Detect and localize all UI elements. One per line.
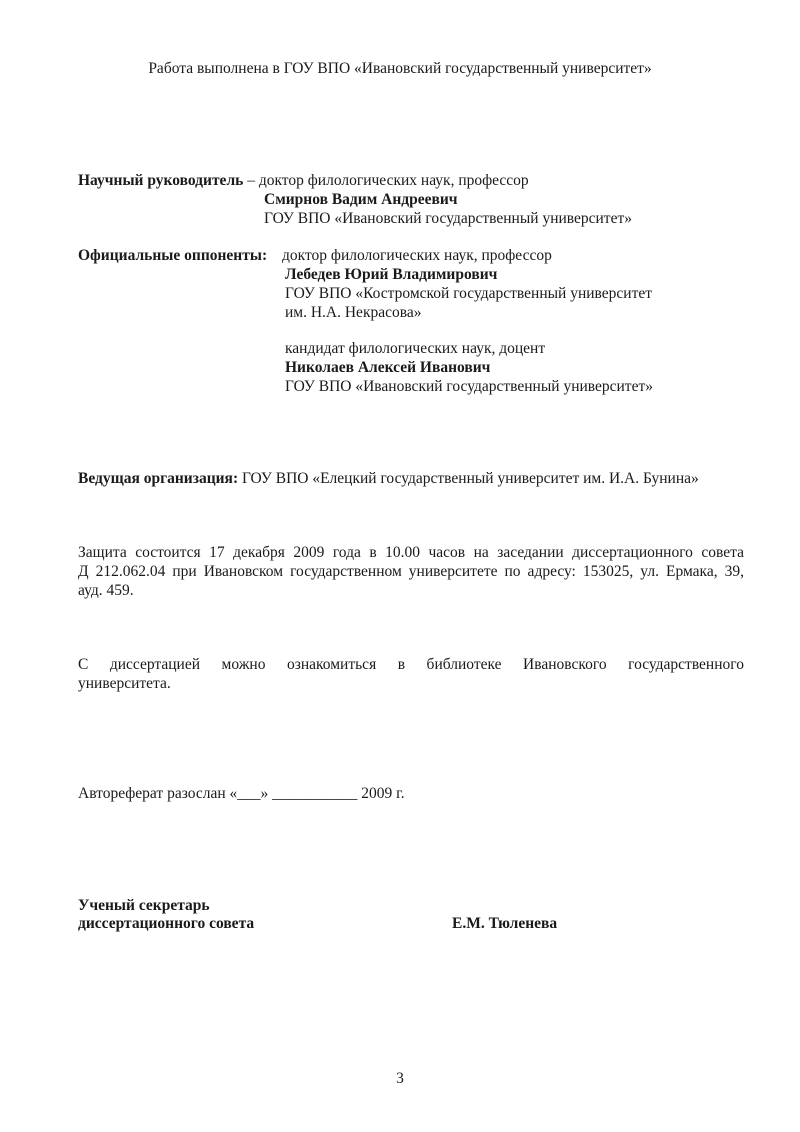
library-paragraph bbox=[78, 655, 744, 693]
secretary-name: Е.М. Тюленева bbox=[452, 915, 558, 932]
defense-line-3: ауд. 459. bbox=[78, 582, 134, 599]
page-number: 3 bbox=[396, 1070, 404, 1087]
opponent-2-affiliation: ГОУ ВПО «Ивановский государственный университет» bbox=[285, 378, 653, 395]
institution-header: Работа выполнена в ГОУ ВПО «Ивановский государственный университет» bbox=[148, 60, 652, 77]
opponent-1-degree: доктор филологических наук, профессор bbox=[282, 247, 552, 264]
defense-paragraph bbox=[78, 543, 744, 600]
mailing-date-line: Автореферат разослан «___» ___________ 2009 г. bbox=[78, 785, 405, 802]
defense-line-1: Защита состоится 17 декабря 2009 года в 10.00 часов на заседании диссертационного совета bbox=[78, 544, 744, 561]
supervisor-line bbox=[78, 171, 529, 190]
secretary-title-line2: диссертационного совета bbox=[78, 915, 255, 932]
defense-line-2: Д 212.062.04 при Ивановском государственном университете по адресу: 153025, ул. Ермака, 39, bbox=[78, 563, 744, 580]
leading-org-value: ГОУ ВПО «Елецкий государственный университет им. И.А. Бунина» bbox=[241, 470, 699, 487]
opponent-2-degree: кандидат филологических наук, доцент bbox=[285, 340, 546, 357]
opponent-1-affiliation-line1: ГОУ ВПО «Костромской государственный университет bbox=[285, 285, 653, 302]
supervisor-degree: доктор филологических наук, профессор bbox=[258, 172, 529, 189]
supervisor-dash: – bbox=[243, 172, 259, 189]
leading-organization bbox=[78, 469, 699, 488]
library-line-1: С диссертацией можно ознакомиться в библиотеке Ивановского государственного bbox=[78, 656, 744, 673]
opponents-label: Официальные оппоненты: bbox=[78, 247, 268, 264]
opponent-2-name: Николаев Алексей Иванович bbox=[285, 359, 491, 376]
opponent-1-affiliation-line2: им. Н.А. Некрасова» bbox=[285, 304, 422, 321]
secretary-title-line1: Ученый секретарь bbox=[78, 897, 210, 914]
supervisor-affiliation: ГОУ ВПО «Ивановский государственный университет» bbox=[264, 210, 632, 227]
library-line-2: университета. bbox=[78, 675, 171, 692]
opponent-1-name: Лебедев Юрий Владимирович bbox=[285, 266, 498, 283]
leading-org-label: Ведущая организация: bbox=[78, 470, 239, 487]
supervisor-label: Научный руководитель bbox=[78, 172, 244, 189]
supervisor-name: Смирнов Вадим Андреевич bbox=[264, 191, 458, 208]
